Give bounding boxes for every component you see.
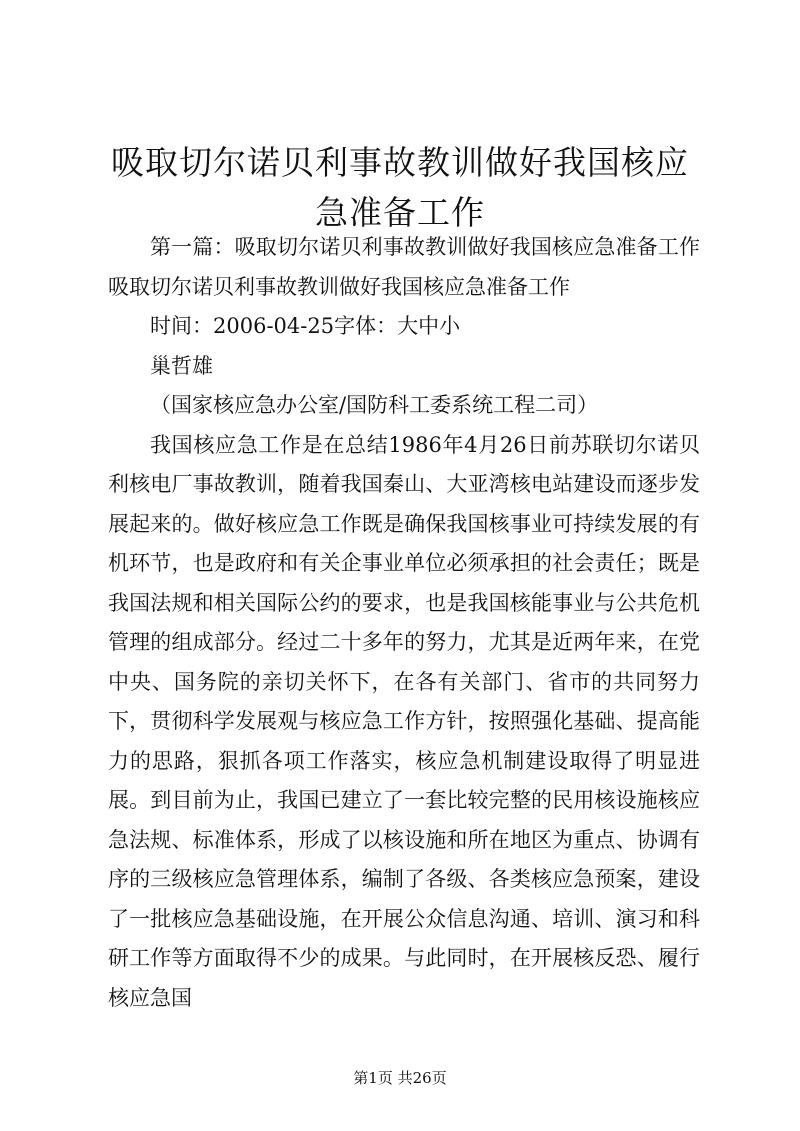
paragraph-author: 巢哲雄 (150, 353, 213, 378)
paragraph-main: 我国核应急工作是在总结1986年4月26日前苏联切尔诺贝利核电厂事故教训，随着我国秦山、大亚湾核电站建设而逐步发展起来的。做好核应急工作既是确保我国核事业可持续发展的有机环节，也是政府和有关企事业单位必须承担的社会责任；既是我国法规和相关国际公约的要求，也是我国核能事业与公共危机管理的组成部分。经过二十多年的努力，尤其是近两年来，在党中央、国务院的亲切关怀下，在各有关部门、省市的共同努力下，贯彻科学发展观与核应急工作方针，按照强化基础、提高能力的思路，狠抓各项工作落实，核应急机制建设取得了明显进展。到目前为止，我国已建立了一套比较完整的民用核设施核应急法规、标准体系，形成了以核设施和所在地区为重点、协调有序的三级核应急管理体系，编制了各级、各类核应急预案，建设了一批核应急基础设施，在开展公众信息沟通、培训、演习和科研工作等方面取得不少的成果。与此同时，在开展核反恐、履行核应急国 (108, 432, 700, 1010)
paragraph-intro: 第一篇：吸取切尔诺贝利事故教训做好我国核应急准备工作吸取切尔诺贝利事故教训做好我国核应急准备工作 (108, 235, 700, 299)
page-number-footer: 第1页 共26页 (353, 1069, 447, 1087)
paragraph-affiliation: （国家核应急办公室/国防科工委系统工程二司） (150, 393, 599, 417)
paragraph-date-font: 时间：2006-04-25字体：大中小 (150, 314, 461, 338)
document-body (108, 228, 700, 1018)
document-title: 吸取切尔诺贝利事故教训做好我国核应急准备工作 (111, 143, 689, 232)
